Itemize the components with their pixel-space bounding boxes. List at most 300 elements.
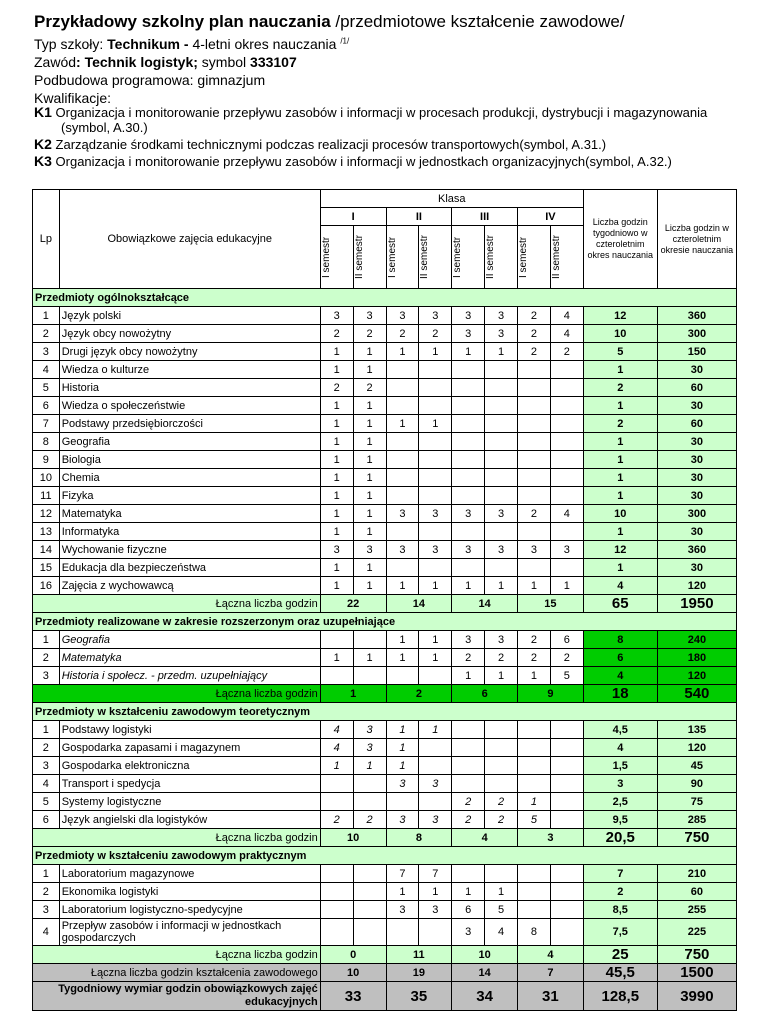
- row-lp: 12: [33, 505, 60, 523]
- row-hours: 1: [386, 415, 419, 433]
- row-hours: 1: [353, 757, 386, 775]
- row-hours: 2: [353, 811, 386, 829]
- row-hours: [550, 865, 583, 883]
- sum-value: 8: [386, 829, 452, 847]
- row-hours: [485, 775, 518, 793]
- row-lp: 2: [33, 649, 60, 667]
- row-hours: [320, 865, 353, 883]
- row-hours: [518, 901, 551, 919]
- sum-value: 4: [518, 946, 584, 964]
- row-hours: 1: [419, 631, 452, 649]
- row-hours: 3: [386, 505, 419, 523]
- sum-value: 1: [320, 685, 386, 703]
- row-hours: 1: [353, 649, 386, 667]
- table-row: [33, 397, 737, 415]
- row-hours: [485, 415, 518, 433]
- row-hours: [386, 523, 419, 541]
- row-lp: 2: [33, 325, 60, 343]
- page-title: Przykładowy szkolny plan nauczania /przedmiotowe kształcenie zawodowe/: [34, 12, 625, 31]
- sum-value: 2: [386, 685, 452, 703]
- row-hours: [518, 379, 551, 397]
- row-weekly-total: 1: [583, 559, 657, 577]
- row-hours: 1: [320, 343, 353, 361]
- row-hours: [419, 469, 452, 487]
- section-title-row: [33, 703, 737, 721]
- row-hours: 1: [320, 757, 353, 775]
- vocational-value: 7: [518, 964, 584, 982]
- row-hours: 3: [419, 901, 452, 919]
- sum-value: 14: [386, 595, 452, 613]
- row-hours: [353, 919, 386, 946]
- row-hours: 1: [386, 739, 419, 757]
- row-hours: 2: [550, 343, 583, 361]
- row-subject: Historia i społecz. - przedm. uzupełniający: [59, 667, 320, 685]
- row-subject: Język polski: [59, 307, 320, 325]
- row-weekly-total: 7: [583, 865, 657, 883]
- row-hours: [320, 919, 353, 946]
- row-hours: 2: [518, 649, 551, 667]
- row-hours: [518, 361, 551, 379]
- row-hours: [419, 667, 452, 685]
- table-row: [33, 883, 737, 901]
- semester-header: [320, 226, 353, 289]
- row-lp: 15: [33, 559, 60, 577]
- row-hours: [518, 397, 551, 415]
- row-hours: [518, 469, 551, 487]
- row-hours: [550, 379, 583, 397]
- row-hours: [452, 415, 485, 433]
- row-lp: 2: [33, 883, 60, 901]
- row-weekly-total: 6: [583, 649, 657, 667]
- row-hours: 6: [550, 631, 583, 649]
- row-hours: [485, 469, 518, 487]
- row-hours: [550, 721, 583, 739]
- semester-label: II semestr: [485, 235, 497, 279]
- row-hours: 3: [353, 307, 386, 325]
- row-hours: [452, 739, 485, 757]
- row-hours: [386, 667, 419, 685]
- row-hours: [452, 721, 485, 739]
- sum-value: 10: [320, 829, 386, 847]
- vocational-total: 1500: [657, 964, 736, 982]
- row-hours: 3: [353, 541, 386, 559]
- row-hours: 3: [452, 631, 485, 649]
- row-weekly-total: 7,5: [583, 919, 657, 946]
- row-hours: [518, 865, 551, 883]
- semester-label: I semestr: [452, 236, 464, 278]
- row-lp: 10: [33, 469, 60, 487]
- row-hours: 1: [518, 577, 551, 595]
- table-row: [33, 811, 737, 829]
- row-lp: 7: [33, 415, 60, 433]
- class-header: II: [386, 208, 452, 226]
- row-weekly-total: 2,5: [583, 793, 657, 811]
- vocational-weekly: 45,5: [583, 964, 657, 982]
- row-hours: 1: [386, 757, 419, 775]
- row-total-hours: 30: [657, 487, 736, 505]
- row-weekly-total: 4: [583, 577, 657, 595]
- row-hours: [550, 811, 583, 829]
- row-lp: 1: [33, 865, 60, 883]
- qualification-k1-symbol: (symbol, A.30.): [61, 120, 148, 135]
- row-hours: [320, 667, 353, 685]
- row-hours: [518, 523, 551, 541]
- row-subject: Wiedza o kulturze: [59, 361, 320, 379]
- row-total-hours: 360: [657, 541, 736, 559]
- semester-header: [550, 226, 583, 289]
- row-hours: 1: [386, 883, 419, 901]
- row-hours: 1: [452, 667, 485, 685]
- row-total-hours: 255: [657, 901, 736, 919]
- row-hours: [452, 775, 485, 793]
- row-hours: 3: [386, 307, 419, 325]
- table-row: [33, 307, 737, 325]
- weekly-value: 31: [518, 982, 584, 1011]
- row-hours: [550, 775, 583, 793]
- semester-label: II semestr: [419, 235, 431, 279]
- row-hours: [419, 487, 452, 505]
- row-hours: [353, 901, 386, 919]
- row-weekly-total: 10: [583, 505, 657, 523]
- sum-label: Łączna liczba godzin: [33, 595, 321, 613]
- row-hours: [518, 883, 551, 901]
- row-hours: 3: [419, 811, 452, 829]
- row-total-hours: 30: [657, 451, 736, 469]
- sum-value: 14: [452, 595, 518, 613]
- section-title: Przedmioty realizowane w zakresie rozszerzonym oraz uzupełniające: [33, 613, 737, 631]
- vocational-label: Łączna liczba godzin kształcenia zawodowego: [33, 964, 321, 982]
- row-weekly-total: 2: [583, 415, 657, 433]
- row-hours: [353, 865, 386, 883]
- row-subject: Wiedza o społeczeństwie: [59, 397, 320, 415]
- sum-total: 750: [657, 829, 736, 847]
- program-base: Podbudowa programowa: gimnazjum: [34, 72, 266, 88]
- section-title: Przedmioty ogólnokształcące: [33, 289, 737, 307]
- row-hours: 1: [320, 415, 353, 433]
- row-hours: 1: [419, 577, 452, 595]
- row-hours: [419, 793, 452, 811]
- row-hours: 3: [320, 307, 353, 325]
- section-title-row: [33, 613, 737, 631]
- row-hours: 5: [550, 667, 583, 685]
- table-row: [33, 343, 737, 361]
- row-subject: Transport i spedycja: [59, 775, 320, 793]
- row-lp: 6: [33, 397, 60, 415]
- section-title: Przedmioty w kształceniu zawodowym praktycznym: [33, 847, 737, 865]
- row-hours: 2: [518, 307, 551, 325]
- table-row: [33, 577, 737, 595]
- row-total-hours: 240: [657, 631, 736, 649]
- row-hours: 1: [320, 451, 353, 469]
- row-hours: 1: [320, 361, 353, 379]
- row-hours: [518, 721, 551, 739]
- row-hours: 4: [550, 307, 583, 325]
- row-hours: [353, 793, 386, 811]
- sum-weekly: 20,5: [583, 829, 657, 847]
- row-hours: 1: [419, 883, 452, 901]
- row-hours: 4: [320, 739, 353, 757]
- row-hours: [550, 451, 583, 469]
- table-row: [33, 919, 737, 946]
- row-weekly-total: 1: [583, 523, 657, 541]
- table-header-row: [33, 190, 737, 208]
- table-row: [33, 757, 737, 775]
- sum-label: Łączna liczba godzin: [33, 685, 321, 703]
- row-subject: Język obcy nowożytny: [59, 325, 320, 343]
- row-weekly-total: 12: [583, 541, 657, 559]
- row-hours: [320, 793, 353, 811]
- row-hours: 1: [419, 415, 452, 433]
- row-hours: [518, 559, 551, 577]
- row-total-hours: 30: [657, 433, 736, 451]
- row-hours: 3: [386, 541, 419, 559]
- table-row: [33, 451, 737, 469]
- table-row: [33, 469, 737, 487]
- table-row: [33, 433, 737, 451]
- row-total-hours: 135: [657, 721, 736, 739]
- section-title-row: [33, 289, 737, 307]
- row-hours: 3: [353, 721, 386, 739]
- weekly-total-row: [33, 982, 737, 1011]
- row-subject: Geografia: [59, 631, 320, 649]
- row-hours: [419, 523, 452, 541]
- row-hours: 1: [320, 559, 353, 577]
- sum-value: 0: [320, 946, 386, 964]
- row-lp: 5: [33, 793, 60, 811]
- row-hours: [452, 433, 485, 451]
- row-hours: 1: [419, 343, 452, 361]
- row-hours: 2: [452, 793, 485, 811]
- row-hours: [485, 397, 518, 415]
- row-hours: 3: [452, 307, 485, 325]
- row-subject: Gospodarka elektroniczna: [59, 757, 320, 775]
- section-sum-row: [33, 946, 737, 964]
- row-total-hours: 30: [657, 361, 736, 379]
- semester-label: II semestr: [550, 235, 562, 279]
- row-hours: 1: [386, 649, 419, 667]
- row-hours: 1: [353, 469, 386, 487]
- row-hours: [419, 919, 452, 946]
- row-weekly-total: 5: [583, 343, 657, 361]
- row-weekly-total: 4: [583, 739, 657, 757]
- row-subject: Wychowanie fizyczne: [59, 541, 320, 559]
- row-weekly-total: 8: [583, 631, 657, 649]
- row-weekly-total: 1: [583, 397, 657, 415]
- row-hours: [452, 523, 485, 541]
- row-lp: 1: [33, 631, 60, 649]
- row-hours: 1: [353, 559, 386, 577]
- row-hours: [452, 451, 485, 469]
- row-subject: Laboratorium logistyczno-spedycyjne: [59, 901, 320, 919]
- qualification-k1: K1 Organizacja i monitorowanie przepływu zasobów i informacji w procesach produkcji, dystrybucji i magazynowania: [34, 104, 708, 120]
- row-hours: [485, 757, 518, 775]
- row-hours: 1: [320, 577, 353, 595]
- table-row: [33, 523, 737, 541]
- row-hours: 1: [320, 649, 353, 667]
- row-hours: 1: [353, 343, 386, 361]
- semester-header: [386, 226, 419, 289]
- sum-weekly: 65: [583, 595, 657, 613]
- row-lp: 4: [33, 775, 60, 793]
- row-hours: [485, 361, 518, 379]
- semester-header: [419, 226, 452, 289]
- class-header: IV: [518, 208, 584, 226]
- row-hours: 7: [386, 865, 419, 883]
- sum-total: 750: [657, 946, 736, 964]
- row-hours: 1: [485, 577, 518, 595]
- row-hours: 4: [550, 325, 583, 343]
- row-hours: [550, 883, 583, 901]
- row-hours: [485, 433, 518, 451]
- row-hours: 3: [386, 811, 419, 829]
- row-total-hours: 30: [657, 397, 736, 415]
- table-row: [33, 415, 737, 433]
- row-lp: 9: [33, 451, 60, 469]
- row-weekly-total: 9,5: [583, 811, 657, 829]
- table-row: [33, 541, 737, 559]
- row-total-hours: 30: [657, 559, 736, 577]
- row-subject: Geografia: [59, 433, 320, 451]
- row-hours: [452, 379, 485, 397]
- weekly-weekly: 128,5: [583, 982, 657, 1011]
- semester-label: II semestr: [353, 235, 365, 279]
- row-total-hours: 300: [657, 325, 736, 343]
- table-row: [33, 325, 737, 343]
- row-hours: 2: [452, 649, 485, 667]
- row-hours: 1: [452, 343, 485, 361]
- table-row: [33, 739, 737, 757]
- row-weekly-total: 1: [583, 451, 657, 469]
- row-hours: [386, 919, 419, 946]
- row-hours: 3: [518, 541, 551, 559]
- sum-weekly: 25: [583, 946, 657, 964]
- row-hours: [550, 433, 583, 451]
- row-hours: [550, 559, 583, 577]
- row-hours: 3: [452, 325, 485, 343]
- row-subject: Ekonomika logistyki: [59, 883, 320, 901]
- row-hours: [485, 487, 518, 505]
- section-title-row: [33, 847, 737, 865]
- weekly-value: 34: [452, 982, 518, 1011]
- row-hours: 1: [452, 883, 485, 901]
- row-hours: [518, 487, 551, 505]
- row-hours: 1: [353, 415, 386, 433]
- row-weekly-total: 2: [583, 379, 657, 397]
- row-hours: 2: [485, 793, 518, 811]
- row-hours: 5: [518, 811, 551, 829]
- row-hours: 5: [485, 901, 518, 919]
- row-total-hours: 30: [657, 469, 736, 487]
- row-lp: 16: [33, 577, 60, 595]
- row-hours: 3: [452, 919, 485, 946]
- row-subject: Matematyka: [59, 505, 320, 523]
- row-subject: Edukacja dla bezpieczeństwa: [59, 559, 320, 577]
- sum-total: 540: [657, 685, 736, 703]
- row-total-hours: 225: [657, 919, 736, 946]
- row-total-hours: 60: [657, 883, 736, 901]
- row-subject: Zajęcia z wychowawcą: [59, 577, 320, 595]
- row-hours: [550, 901, 583, 919]
- row-hours: [550, 919, 583, 946]
- row-hours: 2: [518, 631, 551, 649]
- row-hours: 2: [320, 811, 353, 829]
- row-weekly-total: 1: [583, 469, 657, 487]
- sum-label: Łączna liczba godzin: [33, 829, 321, 847]
- row-hours: 2: [518, 325, 551, 343]
- row-weekly-total: 1: [583, 433, 657, 451]
- row-hours: [320, 883, 353, 901]
- sum-value: 9: [518, 685, 584, 703]
- row-hours: [485, 559, 518, 577]
- row-lp: 5: [33, 379, 60, 397]
- row-hours: [452, 397, 485, 415]
- row-hours: 1: [386, 343, 419, 361]
- table-row: [33, 793, 737, 811]
- row-weekly-total: 2: [583, 883, 657, 901]
- row-lp: 3: [33, 757, 60, 775]
- row-hours: 8: [518, 919, 551, 946]
- row-hours: 2: [550, 649, 583, 667]
- row-hours: [550, 487, 583, 505]
- row-hours: 1: [550, 577, 583, 595]
- row-subject: Biologia: [59, 451, 320, 469]
- sum-total: 1950: [657, 595, 736, 613]
- row-lp: 8: [33, 433, 60, 451]
- row-hours: [386, 451, 419, 469]
- row-hours: 1: [320, 469, 353, 487]
- row-hours: [320, 901, 353, 919]
- semester-header: [353, 226, 386, 289]
- row-hours: [518, 433, 551, 451]
- row-hours: 2: [320, 379, 353, 397]
- row-lp: 4: [33, 361, 60, 379]
- row-hours: 1: [518, 793, 551, 811]
- row-hours: 1: [386, 631, 419, 649]
- row-hours: 1: [452, 577, 485, 595]
- table-row: [33, 901, 737, 919]
- row-hours: [419, 433, 452, 451]
- row-total-hours: 180: [657, 649, 736, 667]
- weekly-label: Tygodniowy wymiar godzin obowiązkowych zajęć edukacyjnych: [33, 982, 321, 1011]
- row-hours: 7: [419, 865, 452, 883]
- row-hours: [550, 739, 583, 757]
- row-hours: 3: [550, 541, 583, 559]
- row-hours: 3: [485, 325, 518, 343]
- row-hours: [419, 379, 452, 397]
- row-hours: 2: [452, 811, 485, 829]
- sum-value: 15: [518, 595, 584, 613]
- row-hours: [550, 397, 583, 415]
- row-hours: [452, 559, 485, 577]
- row-weekly-total: 8,5: [583, 901, 657, 919]
- row-subject: Język angielski dla logistyków: [59, 811, 320, 829]
- row-total-hours: 360: [657, 307, 736, 325]
- klasa-header: Klasa: [320, 190, 583, 208]
- row-subject: Podstawy przedsiębiorczości: [59, 415, 320, 433]
- row-hours: 1: [386, 577, 419, 595]
- row-weekly-total: 12: [583, 307, 657, 325]
- row-total-hours: 120: [657, 739, 736, 757]
- row-total-hours: 60: [657, 379, 736, 397]
- semester-header: [485, 226, 518, 289]
- row-hours: 2: [353, 325, 386, 343]
- row-hours: 1: [353, 433, 386, 451]
- row-hours: [386, 379, 419, 397]
- row-hours: 1: [485, 667, 518, 685]
- table-row: [33, 559, 737, 577]
- row-weekly-total: 1,5: [583, 757, 657, 775]
- row-hours: [550, 757, 583, 775]
